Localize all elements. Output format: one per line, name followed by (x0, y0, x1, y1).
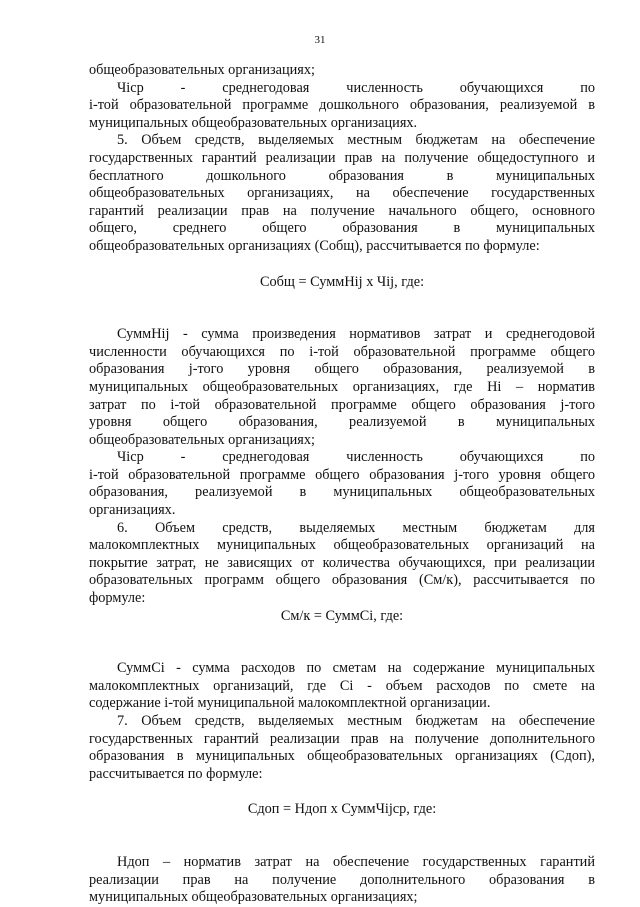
text-line: бесплатного дошкольного образования в муниципальных (89, 167, 595, 184)
text-line: общего, среднего общего образования в муниципальных (89, 220, 595, 237)
text-line: государственных гарантий реализации прав на получение дополнительного (89, 730, 595, 747)
text-line: малокомплектных организаций, где Сi - объем расходов по смете на (89, 677, 595, 694)
text-line: СуммНij - сумма произведения нормативов затрат и среднегодовой (117, 326, 595, 343)
text-line: покрытие затрат, не зависящих от количества обучающихся, при реализации (89, 554, 595, 571)
spacer (89, 625, 595, 660)
spacer (89, 291, 595, 326)
document-body (89, 62, 595, 907)
text-line: гарантий реализации прав на получение начального общего, основного (89, 202, 595, 219)
text-line: организациях. (89, 502, 176, 519)
text-line: уровня общего образования, реализуемой в муниципальных (89, 414, 595, 431)
text-line: муниципальных общеобразовательных организациях. (89, 114, 418, 131)
text-line: i-той образовательной программе общего образования j-того уровня общего (89, 466, 595, 483)
text-line: муниципальных общеобразовательных организациях; (89, 889, 418, 906)
text-line: Ндоп – норматив затрат на обеспечение государственных гарантий (117, 853, 595, 870)
text-line: общеобразовательных организациях, на обеспечение государственных (89, 185, 595, 202)
text-line: малокомплектных муниципальных общеобразовательных организаций на (89, 537, 595, 554)
text-line: муниципальных общеобразовательных организациях, где Нi – норматив (89, 378, 595, 395)
text-line: i-той образовательной программе дошкольного образования, реализуемой в (89, 97, 595, 114)
text-line: реализации прав на получение дополнительного образования в (89, 871, 595, 888)
formula-line: См/к = СуммСi, где: (280, 607, 404, 624)
text-line: 7. Объем средств, выделяемых местным бюджетам на обеспечение (117, 713, 595, 729)
text-line: затрат по i-той образовательной программе общего образования j-того (89, 396, 595, 413)
text-line: образовательных программ общего образования (См/к), рассчитывается по (89, 572, 595, 589)
text-line: государственных гарантий реализации прав на получение общедоступного и (89, 149, 595, 166)
text-line: общеобразовательных организациях (Собщ), рассчитывается по формуле: (89, 237, 540, 254)
spacer (89, 256, 595, 274)
text-line: численности обучающихся по i-той образовательной программе общего (89, 343, 595, 360)
text-line: Чiср - среднегодовая численность обучающихся по (117, 449, 595, 466)
formula-line: Собщ = СуммНij х Чij, где: (259, 273, 425, 290)
text-line: образования, реализуемой в муниципальных общеобразовательных (89, 484, 595, 501)
formula-line: Сдоп = Ндоп х СуммЧijср, где: (247, 801, 437, 818)
text-line: СуммСi - сумма расходов по сметам на содержание муниципальных (117, 660, 595, 677)
text-line: 5. Объем средств, выделяемых местным бюджетам на обеспечение (117, 132, 595, 149)
page-number: 31 (314, 34, 326, 46)
text-line: рассчитывается по формуле: (89, 765, 263, 782)
text-line: общеобразовательных организациях; (89, 62, 315, 78)
text-line: содержание i-той муниципальной малокомплектной организации. (89, 695, 491, 712)
text-line: 6. Объем средств, выделяемых местным бюджетам для (117, 519, 595, 536)
text-line: образования j-того уровня общего образования, реализуемой в (89, 361, 595, 378)
text-line: Чiср - среднегодовая численность обучающихся по (117, 79, 595, 96)
text-line: общеобразовательных организациях; (89, 431, 315, 448)
text-line: образования в муниципальных общеобразовательных организациях (Сдоп), (89, 748, 595, 765)
text-line: формуле: (89, 590, 146, 607)
spacer (89, 819, 595, 854)
spacer (89, 783, 595, 801)
